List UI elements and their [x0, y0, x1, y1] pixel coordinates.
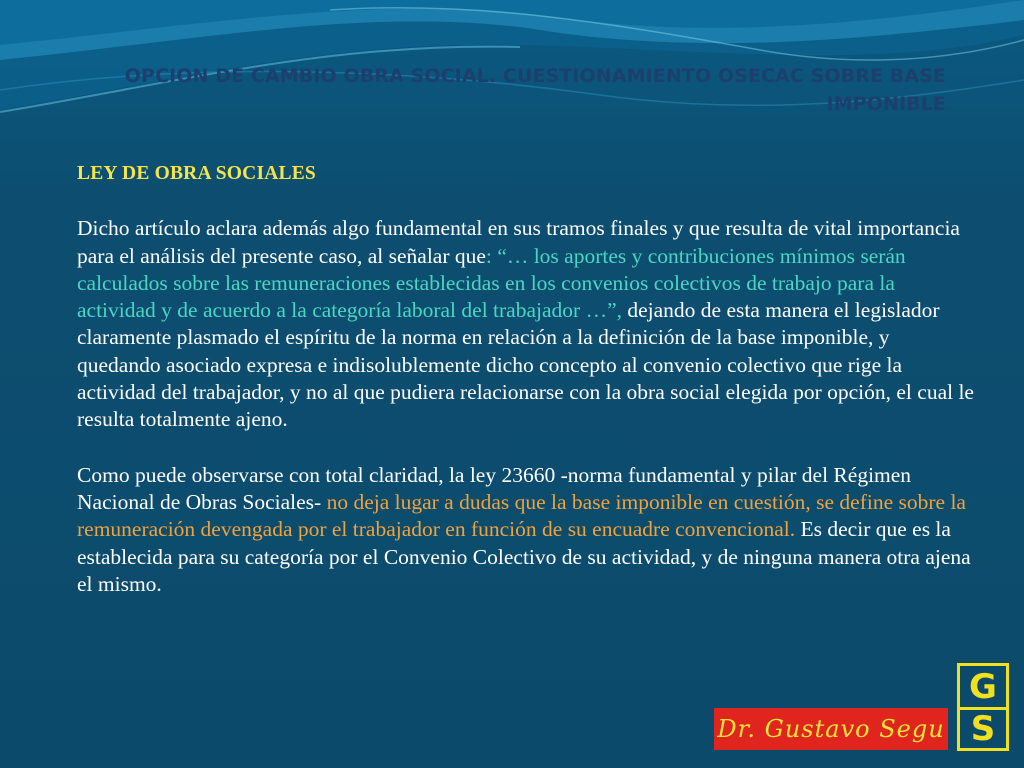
- slide-title-line2: IMPONIBLE: [826, 93, 946, 115]
- legal-quote: : “… los aportes y contribuciones mínimos serán calculados sobre las remuneraciones establecidas en los convenios colectivos de trabajo para la actividad y de acuerdo a la categoría laboral del trabajador …”,: [77, 243, 906, 323]
- paragraph-2: [77, 462, 977, 598]
- logo-letter-s: S: [970, 709, 996, 749]
- highlighted-conclusion: no deja lugar a dudas que la base imponible en cuestión, se define sobre la remuneración devengada por el trabajador en función de su encuadre convencional.: [77, 489, 966, 542]
- paragraph-1-text: Dicho artículo aclara además algo fundamental en sus tramos finales y que resulta de vital importancia para el análisis del presente caso, al señalar que: [77, 216, 960, 268]
- section-heading: LEY DE OBRA SOCIALES: [77, 163, 316, 184]
- slide-title: [86, 62, 946, 118]
- author-signature: Dr. Gustavo Segu: [714, 708, 948, 750]
- paragraph-2-continuation: Es decir que es la establecida para su categoría por el Convenio Colectivo de su actividad, y de ninguna manera otra ajena el mismo.: [77, 517, 971, 596]
- slide-body: [77, 160, 977, 626]
- paragraph-1-continuation: dejando de esta manera el legislador claramente plasmado el espíritu de la norma en relación a la definición de la base imponible, y quedando asociado expresa e indisolublemente dicho concepto al convenio colectivo que rige la actividad del trabajador, y no al que pudiera relacionarse con la obra social elegida por opción, el cual le resulta totalmente ajeno.: [77, 298, 974, 432]
- logo-letter-g: G: [969, 667, 997, 707]
- paragraph-2-text: Como puede observarse con total claridad, la ley 23660 -norma fundamental y pilar del Régimen Nacional de Obras Sociales-: [77, 462, 912, 514]
- slide-title-line1: OPCION DE CAMBIO OBRA SOCIAL. CUESTIONAMIENTO OSECAC SOBRE BASE: [124, 65, 946, 87]
- gs-logo: [957, 663, 1009, 751]
- paragraph-1: [77, 215, 977, 433]
